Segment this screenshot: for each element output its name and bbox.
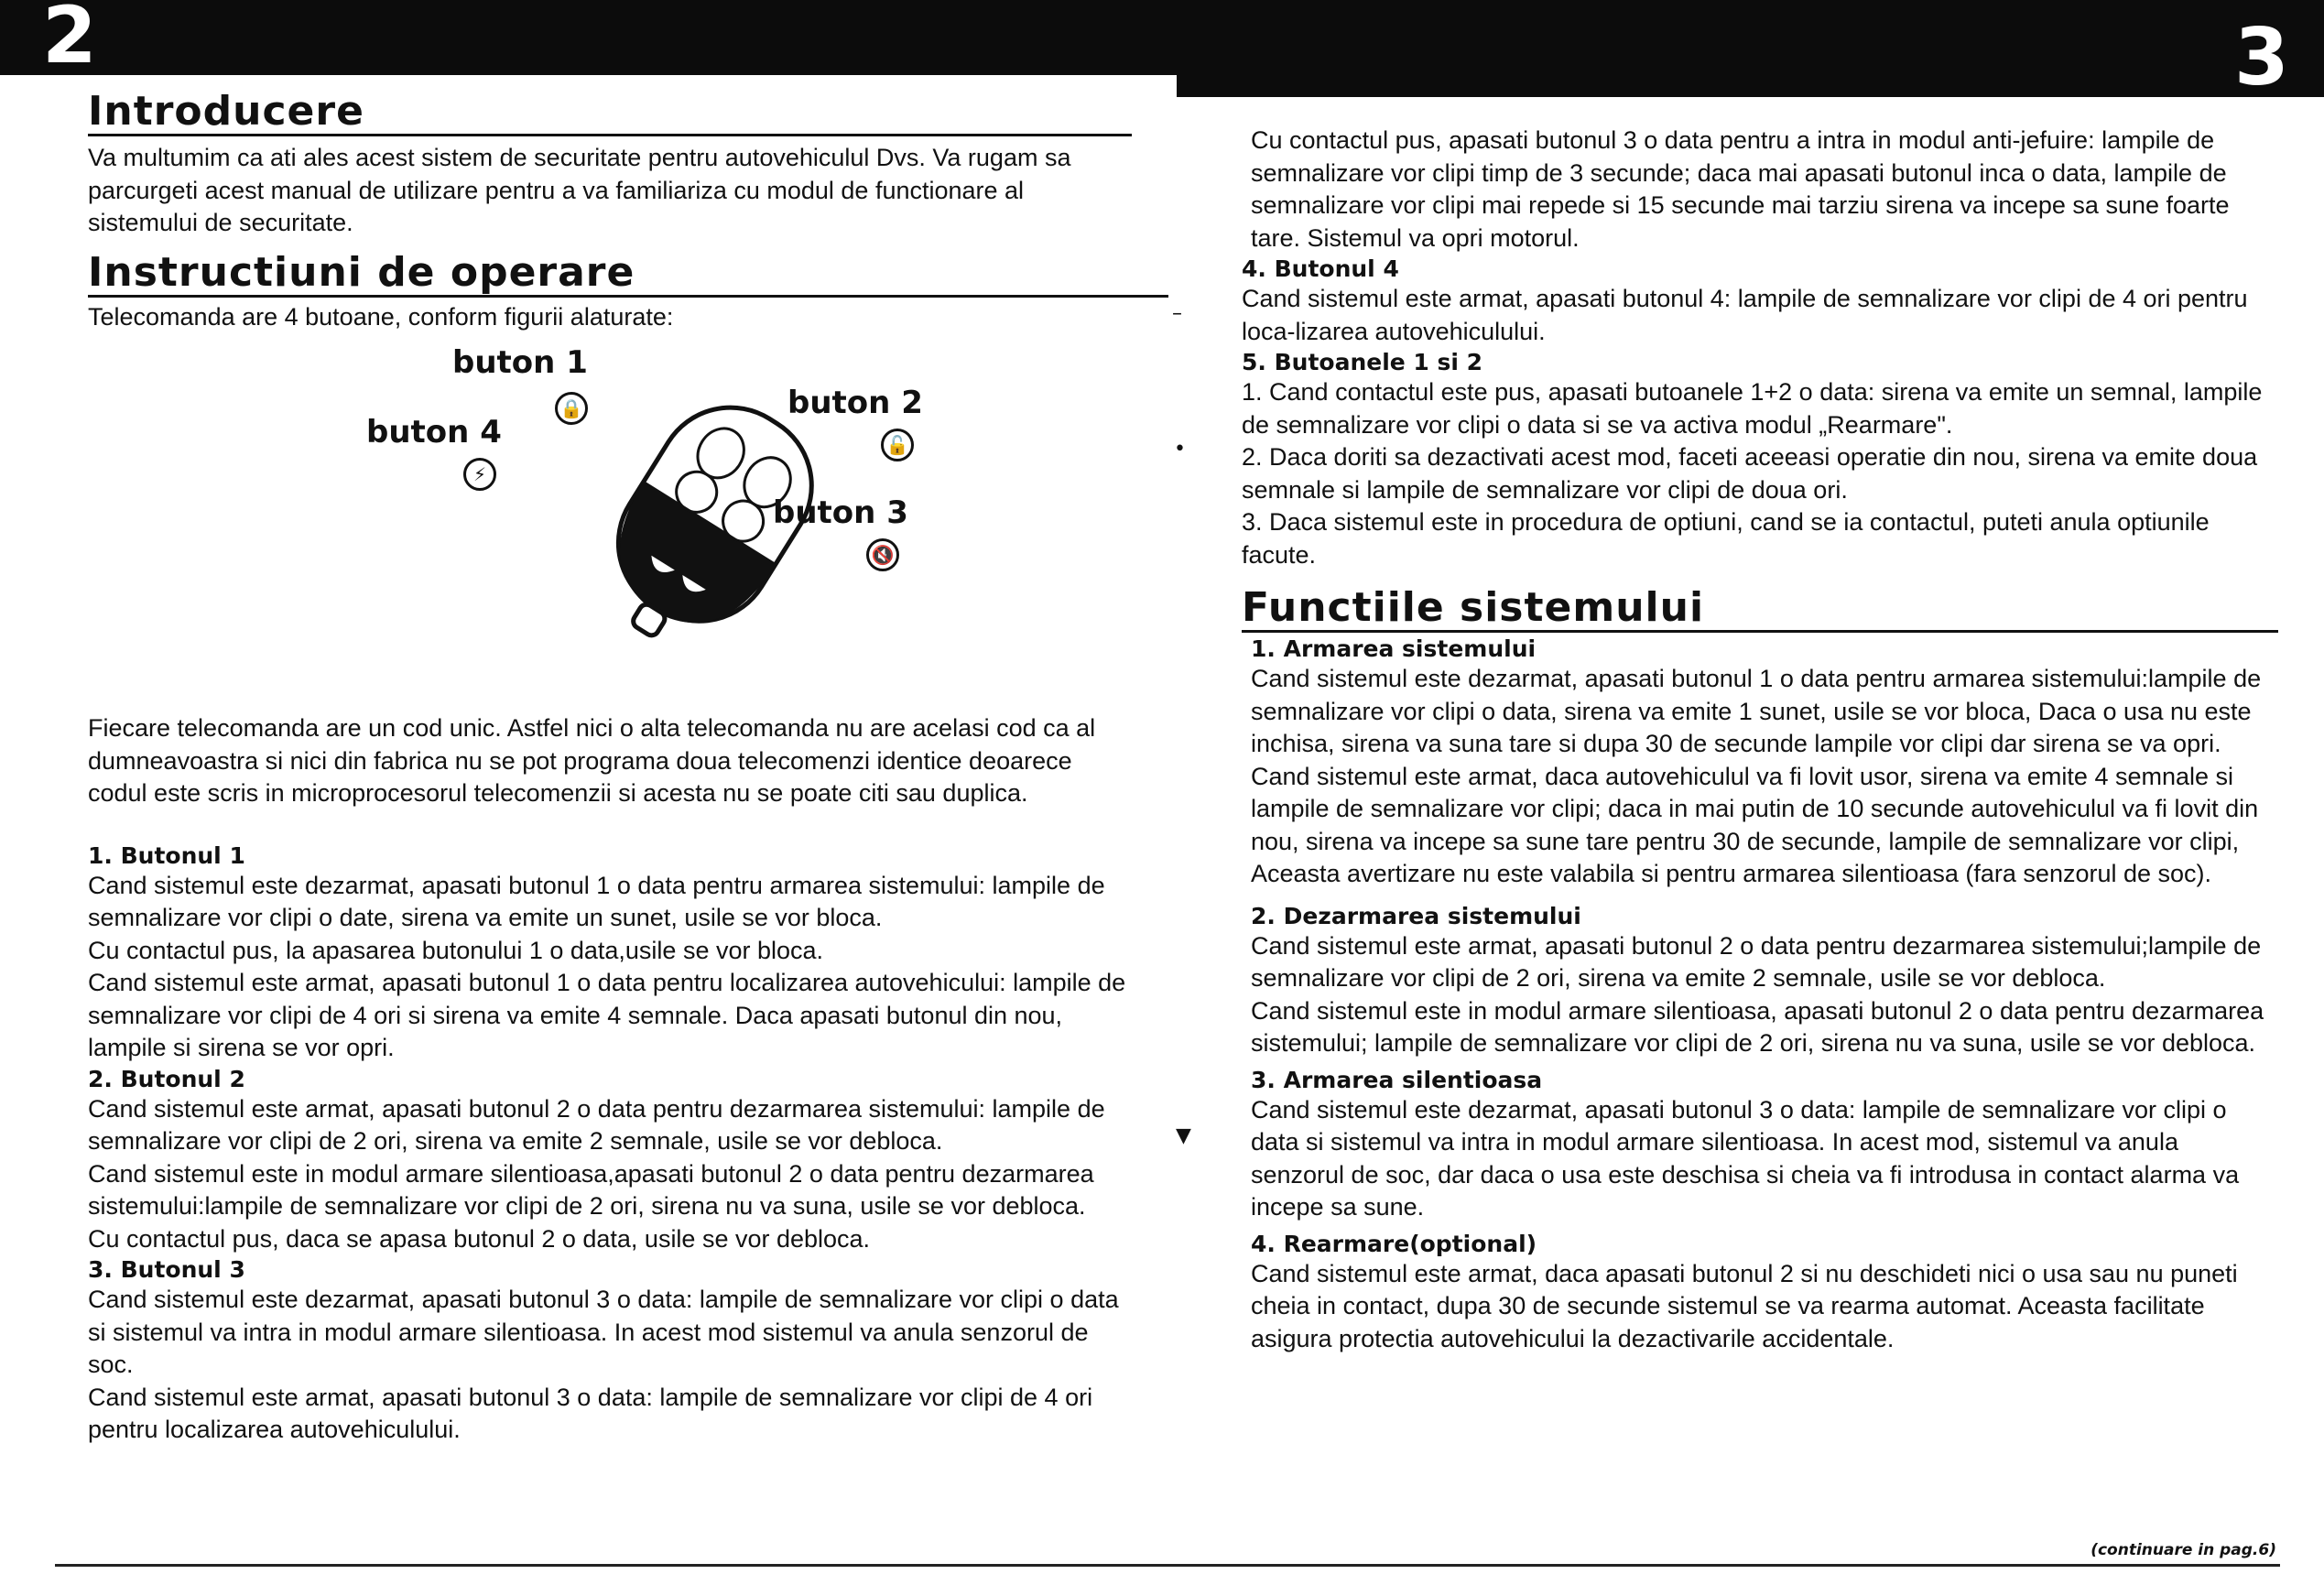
code-text: Fiecare telecomanda are un cod unic. Astfel nici o alta telecomanda nu are acelasi cod ca al dumneavoastra si nici din fabrica nu se pot programa doua telecomenzi identice deoarece codul este scris in microprocesorul telecomenzii si acesta nu se poate citi sau duplica. — [88, 714, 1096, 807]
arming-title: 1. Armarea sistemului — [1251, 635, 1537, 662]
right-page — [1242, 125, 2278, 1355]
footer-rule — [55, 1564, 2280, 1567]
silent-arming-text: Cand sistemul este dezarmat, apasati butonul 3 o data: lampile de semnalizare vor clipi o data si sistemul va intra in modul armare silentioasa. In acest mod, sistemul va anula senzorul de soc, dar daca o usa este deschisa si cheia va fi introdusa in contact alarma va incepe sa sune. — [1251, 1095, 2240, 1221]
margin-mark: – — [1172, 302, 1182, 325]
arming-p2: Cand sistemul este armat, daca autovehiculul va fi lovit usor, sirena va emite 4 semnale si lampile de semnalizare vor clipi; daca in mai putin de 10 secunde autovehiculul va fi lovit din nou, sirena va incepe sa sune tare pentru 30 de secunde, lampile de semnalizare vor clipi, Aceasta avertizare nu este valabila si pentru armarea silentioasa (fara senzorul de soc). — [1251, 762, 2259, 887]
anti-theft-text: Cu contactul pus, apasati butonul 3 o data pentru a intra in modul anti-jefuire: lampile de semnalizare vor clipi timp de 3 secunde; daca mai apasati butonul inca o data, lampile de semnalizare vor clipi mai repede si 15 secunde mai tarziu sirena va incepe sa sune foarte tare. Sistemul va opri motorul. — [1251, 126, 2230, 252]
remote-control-icon — [527, 381, 875, 683]
section-button-4-title: 4. Butonul 4 — [1242, 255, 1399, 282]
instructions-heading: Instructiuni de operare — [88, 253, 1168, 298]
section-button-3-p2: Cand sistemul este armat, apasati butonul 3 o data: lampile de semnalizare vor clipi de 4 ori pentru localizarea autovehiculului. — [88, 1383, 1093, 1443]
section-button-2-p2: Cand sistemul este in modul armare silentioasa,apasati butonul 2 o data pentru dezarmarea sistemului:lampile de semnalizare vor clipi de 2 ori, sirena nu va suna, usile se vor debloca. — [88, 1159, 1094, 1220]
rearm-title: 4. Rearmare(optional) — [1251, 1230, 1537, 1257]
arming-p1: Cand sistemul este dezarmat, apasati butonul 1 o data pentru armarea sistemului:lampile de semnalizare vor clipi o data, sirena va emite 1 sunet, usile se vor bloca, Daca o usa nu este inchisa, sirena va suna tare si dupa 30 de secunde lampile vor clipi dar sirena se va opri. — [1251, 665, 2262, 757]
section-button-1-p2: Cu contactul pus, la apasarea butonului 1 o data,usile se vor bloca. — [88, 936, 824, 964]
disarming-p1: Cand sistemul este armat, apasati butonul 2 o data pentru dezarmarea sistemului;lampile de semnalizare vor clipi de 2 ori, sirena va emite 2 semnale, usile se vor debloca. — [1251, 931, 2262, 992]
intro-text: Va multumim ca ati ales acest sistem de securitate pentru autovehiculul Dvs. Va rugam sa parcurgeti acest manual de utilizare pentru a va familiariza cu modul de functionare al sistemului de securitate. — [88, 144, 1071, 236]
header-bar-left — [0, 0, 1177, 81]
page-number-right: 3 — [2234, 12, 2289, 103]
section-buttons-1-2-p2: 2. Daca doriti sa dezactivati acest mod, faceti aceeasi operatie din nou, sirena va emite doua semnale si lampile de semnalizare vor clipi de doua ori. — [1242, 443, 2258, 504]
margin-mark: • — [1174, 438, 1186, 461]
section-button-1-p3: Cand sistemul este armat, apasati butonul 1 o data pentru localizarea autovehicului: lampile de semnalizare vor clipi de 4 ori si sirena va emite 4 semnale. Daca apasati butonul din nou, lampile si sirena se vor opri. — [88, 969, 1126, 1061]
margin-mark: ▼ — [1176, 1124, 1191, 1147]
lock-icon: 🔒 — [555, 392, 588, 425]
section-button-2-p3: Cu contactul pus, daca se apasa butonul 2 o data, usile se vor debloca. — [88, 1224, 871, 1253]
continued-note: (continuare in pag.6) — [2091, 1541, 2276, 1559]
instructions-text: Telecomanda are 4 butoane, conform figurii alaturate: — [88, 302, 674, 331]
header-bar-right — [1177, 0, 2324, 103]
section-button-2-title: 2. Butonul 2 — [88, 1065, 245, 1092]
unlock-icon: 🔓 — [881, 429, 914, 461]
section-button-2-p1: Cand sistemul este armat, apasati butonul 2 o data pentru dezarmarea sistemului: lampile de semnalizare vor clipi de 2 ori, sirena va emite 2 semnale, usile se vor debloca. — [88, 1094, 1105, 1155]
section-button-1-p1: Cand sistemul este dezarmat, apasati butonul 1 o data pentru armarea sistemului: lampile de semnalizare vor clipi o date, sirena va emite un sunet, usile se vor bloca. — [88, 871, 1105, 931]
page-number-left: 2 — [42, 0, 97, 81]
section-buttons-1-2-title: 5. Butoanele 1 si 2 — [1242, 349, 1483, 375]
label-buton-2: buton 2 — [787, 385, 923, 421]
section-buttons-1-2-p1: 1. Cand contactul este pus, apasati butoanele 1+2 o data: sirena va emite un semnal, lampile de semnalizare vor clipi o data si se va activa modul „Rearmare". — [1242, 378, 2263, 439]
intro-heading: Introducere — [88, 92, 1132, 136]
section-buttons-1-2-p3: 3. Daca sistemul este in procedura de optiuni, cand se ia contactul, puteti anula optiunile facute. — [1242, 508, 2210, 569]
section-button-3-title: 3. Butonul 3 — [88, 1256, 245, 1283]
disarming-title: 2. Dezarmarea sistemului — [1251, 902, 1581, 929]
label-buton-4: buton 4 — [366, 414, 502, 450]
disarming-p2: Cand sistemul este in modul armare silentioasa, apasati butonul 2 o data pentru dezarmarea sistemului; lampile de semnalizare vor clipi de 2 ori, sirena nu va suna, usile se vor debloca. — [1251, 996, 2264, 1057]
remote-figure — [88, 344, 1132, 656]
left-page — [88, 88, 1132, 1447]
silent-arming-title: 3. Armarea silentioasa — [1251, 1066, 1543, 1093]
rearm-text: Cand sistemul este armat, daca apasati butonul 2 si nu deschideti nici o usa sau nu puneti cheia in contact, dupa 30 de secunde sistemul se va rearma automat. Aceasta facilitate asigura protectia autovehicului la dezactivarile accidentale. — [1251, 1259, 2238, 1352]
section-button-1-title: 1. Butonul 1 — [88, 841, 245, 869]
section-button-3-p1: Cand sistemul este dezarmat, apasati butonul 3 o data: lampile de semnalizare vor clipi o data si sistemul va intra in modul armare silentioasa. In acest mod sistemul va anula senzorul de soc. — [88, 1286, 1119, 1378]
flash-icon: ⚡ — [463, 458, 496, 491]
mute-icon: 🔇 — [866, 538, 899, 571]
label-buton-1: buton 1 — [452, 344, 588, 381]
label-buton-3: buton 3 — [773, 494, 908, 531]
section-button-4-text: Cand sistemul este armat, apasati butonul 4: lampile de semnalizare vor clipi de 4 ori pentru loca-lizarea autovehiculului. — [1242, 285, 2248, 345]
functions-heading: Functiile sistemului — [1242, 588, 2278, 633]
